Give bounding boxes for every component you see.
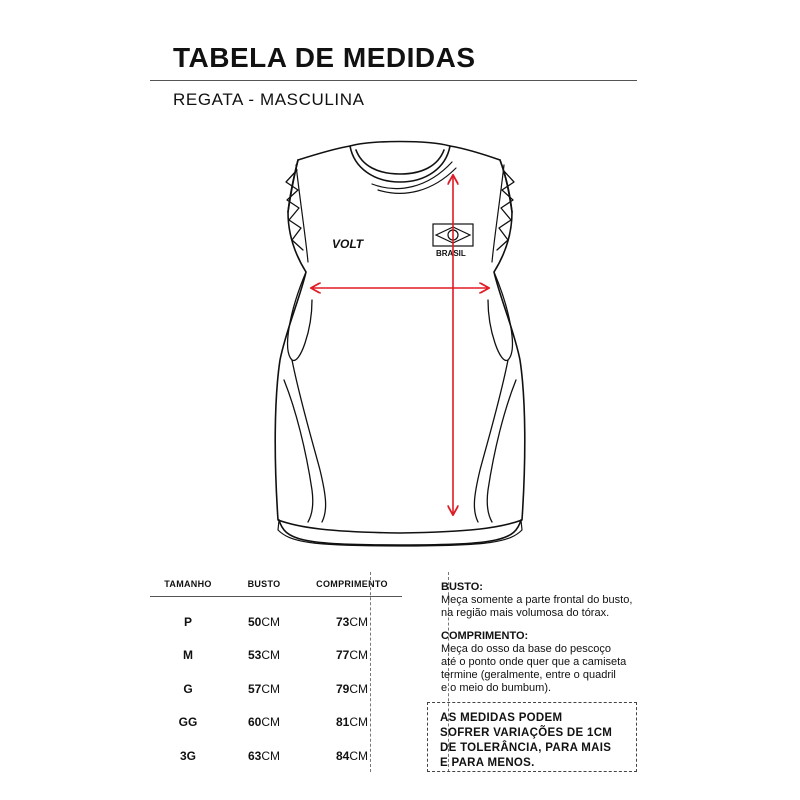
comprimento-cell: 73CM <box>335 614 369 629</box>
comprimento-note-line: termine (geralmente, entre o quadril <box>441 669 616 681</box>
table-row <box>150 706 402 740</box>
column-divider <box>370 572 371 772</box>
busto-cell: 63CM <box>247 748 281 763</box>
col-header-comprimento: COMPRIMENTO <box>316 579 388 589</box>
table-row <box>150 672 402 706</box>
comprimento-note-title: COMPRIMENTO: <box>441 630 529 642</box>
table-row <box>150 639 402 673</box>
busto-note-line: Meça somente a parte frontal do busto, <box>441 594 633 606</box>
tank-top-illustration <box>270 138 530 548</box>
comprimento-note-line: Meça do osso da base do pescoço <box>441 643 612 655</box>
table-header <box>150 572 402 596</box>
disclaimer-line: E PARA MENOS. <box>440 757 535 769</box>
brand-logo: VOLT <box>332 237 364 251</box>
comprimento-cell: 81CM <box>335 715 369 730</box>
busto-note-line: na região mais volumosa do tórax. <box>441 607 610 619</box>
table-header-divider <box>150 596 402 597</box>
size-cell: GG <box>178 715 198 730</box>
table-row <box>150 605 402 639</box>
comprimento-cell: 84CM <box>335 748 369 763</box>
busto-cell: 50CM <box>247 614 281 629</box>
comprimento-note-line: até o ponto onde quer que a camiseta <box>441 656 627 668</box>
size-cell: G <box>183 681 193 696</box>
size-cell: M <box>183 648 193 663</box>
comprimento-cell: 77CM <box>335 648 369 663</box>
busto-note-title: BUSTO: <box>441 581 483 593</box>
tolerance-disclaimer <box>427 702 637 772</box>
page-title: TABELA DE MEDIDAS <box>173 42 476 73</box>
busto-cell: 60CM <box>247 715 281 730</box>
badge-label: BRASIL <box>436 249 466 258</box>
comprimento-cell: 79CM <box>335 681 369 696</box>
busto-cell: 53CM <box>247 648 281 663</box>
title-divider <box>150 80 637 81</box>
size-cell: P <box>183 614 192 629</box>
comprimento-note-line: e o meio do bumbum). <box>441 682 552 694</box>
disclaimer-line: AS MEDIDAS PODEM <box>440 712 563 724</box>
measurement-notes <box>441 581 671 695</box>
size-cell: 3G <box>179 748 196 763</box>
busto-cell: 57CM <box>247 681 281 696</box>
page-subtitle: REGATA - MASCULINA <box>173 90 365 109</box>
table-row <box>150 739 402 773</box>
disclaimer-line: DE TOLERÂNCIA, PARA MAIS <box>440 742 612 754</box>
disclaimer-line: SOFRER VARIAÇÕES DE 1CM <box>440 727 613 739</box>
size-table <box>150 572 402 773</box>
col-header-tamanho: TAMANHO <box>164 579 212 589</box>
col-header-busto: BUSTO <box>247 579 281 589</box>
